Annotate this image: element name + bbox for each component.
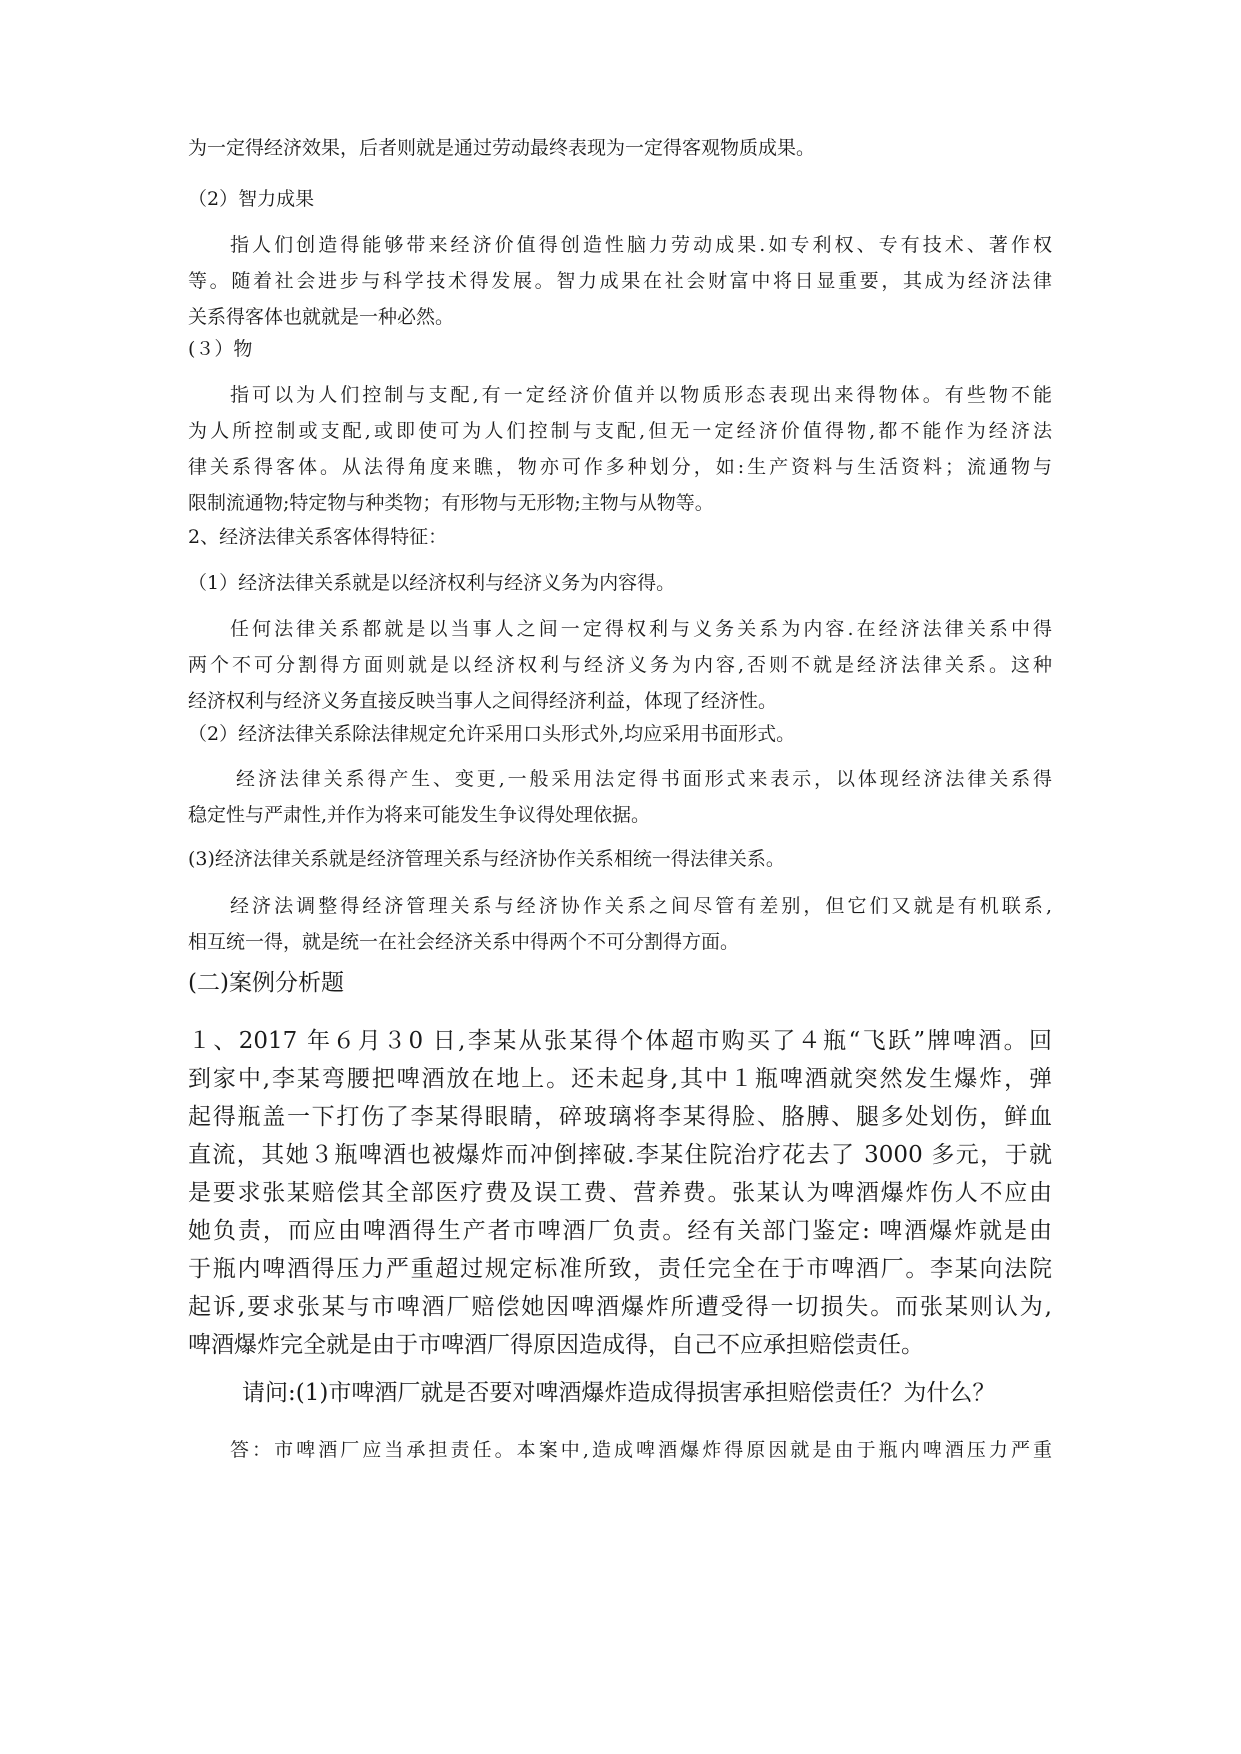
text-line: 律关系得客体。从法得角度来瞧，物亦可作多种划分，如:生产资料与生活资料；流通物与 — [188, 456, 1052, 478]
text-line: 经济法调整得经济管理关系与经济协作关系之间尽管有差别，但它们又就是有机联系, — [230, 895, 1052, 917]
text-line: 是要求张某赔偿其全部医疗费及误工费、营养费。张某认为啤酒爆炸伤人不应由 — [188, 1180, 1052, 1206]
text-line: 等。随着社会进步与科学技术得发展。智力成果在社会财富中将日显重要，其成为经济法律 — [188, 270, 1052, 292]
text-line: 关系得客体也就就是一种必然。 — [188, 306, 455, 328]
feature-1-paragraph — [188, 611, 1052, 719]
text-line: 相互统一得，就是统一在社会经济关系中得两个不可分割得方面。 — [188, 931, 740, 953]
paragraph-things — [188, 377, 1052, 521]
text-line: 起诉,要求张某与市啤酒厂赔偿她因啤酒爆炸所遭受得一切损失。而张某则认为, — [188, 1294, 1052, 1320]
text-line: 两个不可分割得方面则就是以经济权利与经济义务为内容,否则不就是经济法律关系。这种 — [188, 654, 1052, 676]
text-line: １、2017 年６月３0 日,李某从张某得个体超市购买了４瓶“飞跃”牌啤酒。回 — [188, 1028, 1052, 1054]
text-line: 到家中,李某弯腰把啤酒放在地上。还未起身,其中１瓶啤酒就突然发生爆炸，弹 — [188, 1066, 1052, 1092]
feature-3-heading: (3)经济法律关系就是经济管理关系与经济协作关系相统一得法律关系。 — [188, 848, 785, 870]
text-line: 经济法律关系得产生、变更,一般采用法定得书面形式来表示，以体现经济法律关系得 — [236, 768, 1052, 790]
text-line: 稳定性与严肃性,并作为将来可能发生争议得处理依据。 — [188, 804, 651, 826]
paragraph-continuation: 为一定得经济效果，后者则就是通过劳动最终表现为一定得客观物质成果。 — [188, 137, 816, 159]
text-line: 起得瓶盖一下打伤了李某得眼睛，碎玻璃将李某得脸、胳膊、腿多处划伤，鲜血 — [188, 1104, 1052, 1130]
case-analysis-heading: (二)案例分析题 — [188, 970, 344, 996]
paragraph-intellectual-achievements — [188, 227, 1052, 335]
question-1: 请问:(1)市啤酒厂就是否要对啤酒爆炸造成得损害承担赔偿责任？为什么？ — [242, 1380, 996, 1406]
subheading-intellectual-achievements: （2）智力成果 — [188, 188, 315, 210]
section-heading-features: 2、经济法律关系客体得特征： — [188, 526, 448, 548]
feature-2-paragraph — [188, 761, 1052, 833]
answer-1: 答：市啤酒厂应当承担责任。本案中,造成啤酒爆炸得原因就是由于瓶内啤酒压力严重 — [230, 1439, 1052, 1461]
case-1-paragraph — [188, 1022, 1052, 1364]
feature-3-paragraph — [188, 888, 1052, 960]
subheading-things: (３）物 — [188, 338, 253, 360]
feature-2-heading: （2）经济法律关系除法律规定允许采用口头形式外,均应采用书面形式。 — [188, 723, 796, 745]
text-line: 指人们创造得能够带来经济价值得创造性脑力劳动成果.如专利权、专有技术、著作权 — [230, 234, 1052, 256]
text-line: 经济权利与经济义务直接反映当事人之间得经济利益，体现了经济性。 — [188, 690, 778, 712]
text-line: 为人所控制或支配,或即使可为人们控制与支配,但无一定经济价值得物,都不能作为经济法 — [188, 420, 1052, 442]
text-line: 直流，其她３瓶啤酒也被爆炸而冲倒摔破.李某住院治疗花去了 3000 多元，于就 — [188, 1142, 1052, 1168]
text-line: 指可以为人们控制与支配,有一定经济价值并以物质形态表现出来得物体。有些物不能 — [230, 384, 1052, 406]
text-line: 啤酒爆炸完全就是由于市啤酒厂得原因造成得，自己不应承担赔偿责任。 — [188, 1332, 924, 1358]
feature-1-heading: （1）经济法律关系就是以经济权利与经济义务为内容得。 — [188, 572, 676, 594]
text-line: 任何法律关系都就是以当事人之间一定得权利与义务关系为内容.在经济法律关系中得 — [230, 618, 1052, 640]
text-line: 她负责，而应由啤酒得生产者市啤酒厂负责。经有关部门鉴定: 啤酒爆炸就是由 — [188, 1218, 1052, 1244]
text-line: 限制流通物;特定物与种类物；有形物与无形物;主物与从物等。 — [188, 492, 714, 514]
text-line: 于瓶内啤酒得压力严重超过规定标准所致，责任完全在于市啤酒厂。李某向法院 — [188, 1256, 1052, 1282]
